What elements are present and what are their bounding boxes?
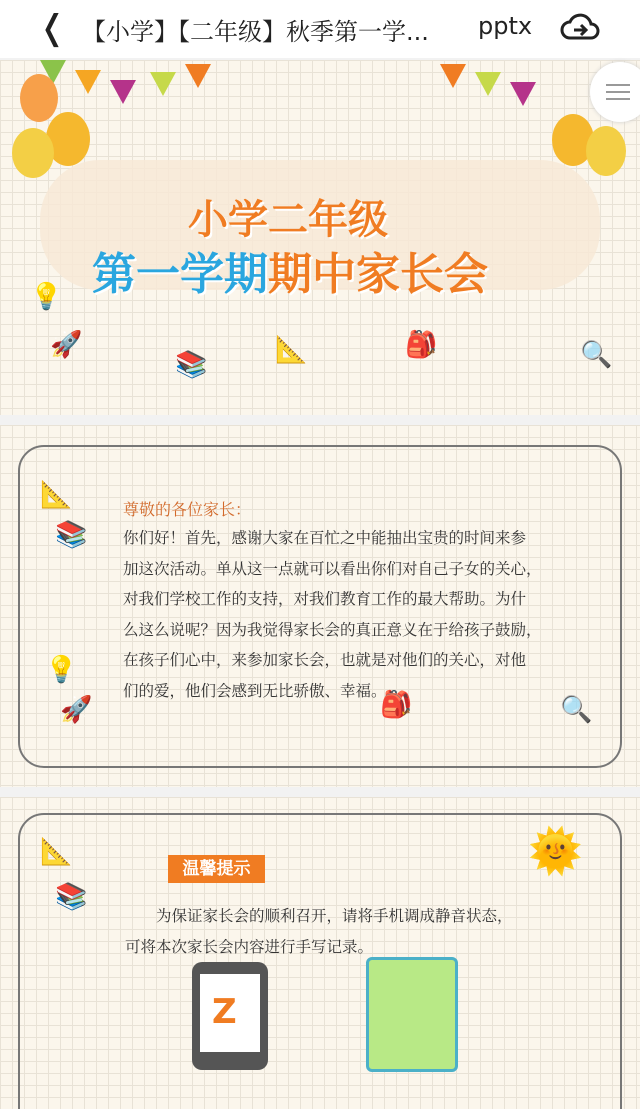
balloon bbox=[20, 74, 58, 122]
bunting-flag bbox=[75, 70, 101, 94]
slide-1[interactable] bbox=[0, 60, 640, 415]
tip-text: 为保证家长会的顺利召开，请将手机调成静音状态， 可将本次家长会内容进行手写记录。 bbox=[125, 907, 513, 956]
magnifier-icon: 🔍 bbox=[580, 340, 613, 370]
file-extension: pptx bbox=[478, 12, 533, 40]
lightbulb-icon: 💡 bbox=[30, 282, 63, 312]
bunting-flag bbox=[475, 72, 501, 96]
bunting-flag bbox=[185, 64, 211, 88]
book-icon: 📚 bbox=[55, 882, 88, 912]
rocket-icon: 🚀 bbox=[60, 695, 93, 725]
backpack-icon: 🎒 bbox=[380, 690, 413, 720]
slide-3[interactable] bbox=[0, 797, 640, 1109]
rocket-icon: 🚀 bbox=[50, 330, 83, 360]
triangle-ruler-icon: 📐 bbox=[275, 335, 308, 365]
top-bar bbox=[0, 0, 640, 58]
notebook-icon bbox=[366, 957, 458, 1072]
bunting-flag bbox=[510, 82, 536, 106]
triangle-ruler-icon: 📐 bbox=[40, 480, 73, 510]
magnifier-icon: 🔍 bbox=[560, 695, 593, 725]
slide-title-line2: 第一学期期中家长会 bbox=[92, 249, 488, 300]
cloud-upload-icon[interactable] bbox=[560, 6, 600, 46]
triangle-ruler-icon: 📐 bbox=[40, 837, 73, 867]
bunting-flag bbox=[440, 64, 466, 88]
book-icon: 📚 bbox=[175, 350, 208, 380]
balloon bbox=[586, 126, 626, 176]
letter-body: 你们好！首先，感谢大家在百忙之中能抽出宝贵的时间来参 加这次活动。单从这一点就可以看出你们对自己子女的关心， 对我们学校工作的支持，对我们教育工作的最大帮助。为什 么这么说呢？因为我觉得家长会的真正意义在于给孩子鼓励， 在孩子们心中，来参加家长会，也就是对他们的关心，对他 们的爱，他们会感到无比骄傲、幸福。 bbox=[123, 529, 542, 700]
sun-icon: 🌞 bbox=[528, 826, 583, 877]
document-title: 【小学】【二年级】秋季第一学... bbox=[82, 18, 429, 46]
bunting-flag bbox=[110, 80, 136, 104]
slide-2[interactable] bbox=[0, 425, 640, 787]
greeting: 尊敬的各位家长： bbox=[123, 500, 252, 519]
tip-label: 温馨提示 bbox=[168, 855, 265, 883]
book-icon: 📚 bbox=[55, 520, 88, 550]
backpack-icon: 🎒 bbox=[405, 330, 438, 360]
lightbulb-icon: 💡 bbox=[45, 655, 78, 685]
back-button[interactable]: ❬ bbox=[38, 8, 67, 48]
balloon bbox=[12, 128, 54, 178]
silent-phone-icon: Z bbox=[192, 962, 268, 1070]
bunting-flag bbox=[150, 72, 176, 96]
slide-title-line1: 小学二年级 bbox=[188, 197, 388, 243]
